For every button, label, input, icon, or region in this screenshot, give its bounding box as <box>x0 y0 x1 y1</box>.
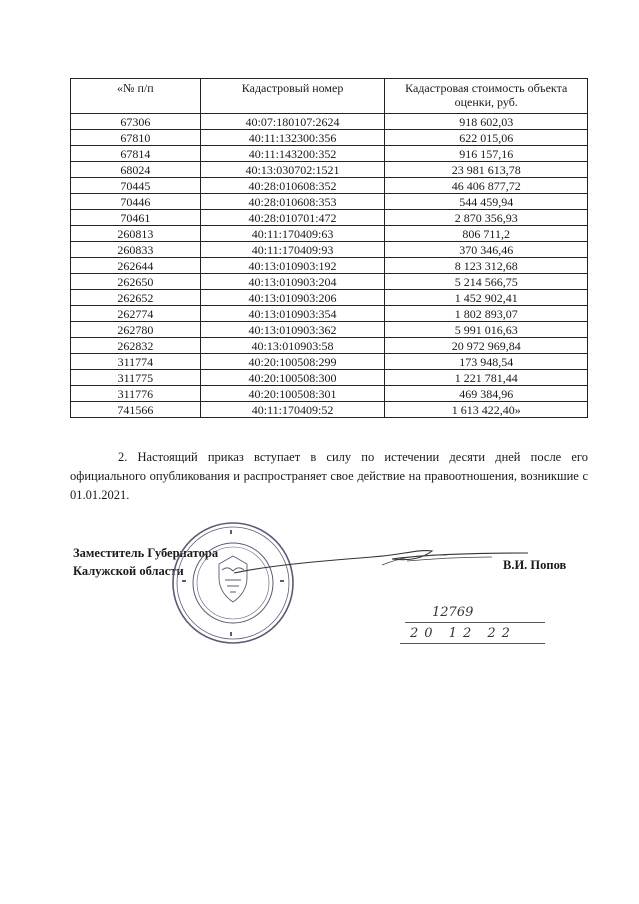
row-number: 67810 <box>71 130 201 146</box>
row-cadastral-number: 40:20:100508:299 <box>200 354 385 370</box>
table-row <box>71 114 588 130</box>
row-number: 262650 <box>71 274 201 290</box>
row-cadastral-number: 40:13:030702:1521 <box>200 162 385 178</box>
table-row <box>71 194 588 210</box>
row-cadastral-value: 1 452 902,41 <box>385 290 588 306</box>
table-row <box>71 226 588 242</box>
row-cadastral-value: 1 613 422,40» <box>385 402 588 418</box>
row-number: 262644 <box>71 258 201 274</box>
row-number: 260813 <box>71 226 201 242</box>
row-number: 260833 <box>71 242 201 258</box>
row-cadastral-number: 40:13:010903:204 <box>200 274 385 290</box>
row-number: 311774 <box>71 354 201 370</box>
cadastral-table <box>70 78 588 418</box>
row-cadastral-value: 23 981 613,78 <box>385 162 588 178</box>
table-row <box>71 210 588 226</box>
row-cadastral-value: 806 711,2 <box>385 226 588 242</box>
row-number: 67306 <box>71 114 201 130</box>
row-cadastral-value: 544 459,94 <box>385 194 588 210</box>
row-cadastral-number: 40:11:170409:63 <box>200 226 385 242</box>
row-cadastral-value: 5 991 016,63 <box>385 322 588 338</box>
row-cadastral-number: 40:28:010608:352 <box>200 178 385 194</box>
table-row <box>71 178 588 194</box>
row-number: 70446 <box>71 194 201 210</box>
row-cadastral-value: 8 123 312,68 <box>385 258 588 274</box>
row-cadastral-number: 40:20:100508:301 <box>200 386 385 402</box>
table-row <box>71 274 588 290</box>
registration-number: 12769 <box>432 605 474 620</box>
row-number: 262832 <box>71 338 201 354</box>
row-number: 311776 <box>71 386 201 402</box>
row-cadastral-value: 1 802 893,07 <box>385 306 588 322</box>
row-number: 311775 <box>71 370 201 386</box>
row-number: 70445 <box>71 178 201 194</box>
table-row <box>71 258 588 274</box>
header-number: «№ п/п <box>71 79 201 114</box>
table-row <box>71 146 588 162</box>
row-cadastral-value: 370 346,46 <box>385 242 588 258</box>
row-number: 67814 <box>71 146 201 162</box>
row-cadastral-number: 40:11:170409:52 <box>200 402 385 418</box>
table-row <box>71 162 588 178</box>
row-cadastral-number: 40:28:010608:353 <box>200 194 385 210</box>
row-cadastral-value: 469 384,96 <box>385 386 588 402</box>
row-number: 68024 <box>71 162 201 178</box>
table-row <box>71 322 588 338</box>
effective-date-paragraph <box>70 448 588 505</box>
registration-date-line <box>400 643 545 644</box>
row-number: 262780 <box>71 322 201 338</box>
row-number: 70461 <box>71 210 201 226</box>
signatory-title-line1: Заместитель Губернатора <box>73 546 219 560</box>
row-cadastral-number: 40:11:170409:93 <box>200 242 385 258</box>
row-cadastral-value: 1 221 781,44 <box>385 370 588 386</box>
row-cadastral-number: 40:11:143200:352 <box>200 146 385 162</box>
handwritten-signature <box>232 535 532 590</box>
row-cadastral-value: 2 870 356,93 <box>385 210 588 226</box>
signatory-name: В.И. Попов <box>503 558 567 572</box>
row-cadastral-number: 40:13:010903:192 <box>200 258 385 274</box>
table-row <box>71 290 588 306</box>
table-row <box>71 338 588 354</box>
row-cadastral-number: 40:07:180107:2624 <box>200 114 385 130</box>
row-cadastral-value: 20 972 969,84 <box>385 338 588 354</box>
row-number: 741566 <box>71 402 201 418</box>
row-cadastral-number: 40:11:132300:356 <box>200 130 385 146</box>
table-row <box>71 386 588 402</box>
row-cadastral-number: 40:13:010903:354 <box>200 306 385 322</box>
row-cadastral-value: 918 602,03 <box>385 114 588 130</box>
row-cadastral-value: 5 214 566,75 <box>385 274 588 290</box>
row-cadastral-number: 40:28:010701:472 <box>200 210 385 226</box>
table-row <box>71 402 588 418</box>
table-row <box>71 306 588 322</box>
header-cadastral-value: Кадастровая стоимость объекта оценки, руб. <box>385 79 588 114</box>
table-row <box>71 370 588 386</box>
row-cadastral-value: 916 157,16 <box>385 146 588 162</box>
row-number: 262774 <box>71 306 201 322</box>
signatory-title-line2: Калужской области <box>73 564 184 578</box>
row-cadastral-number: 40:13:010903:58 <box>200 338 385 354</box>
row-cadastral-number: 40:20:100508:300 <box>200 370 385 386</box>
table-row <box>71 130 588 146</box>
registration-number-line <box>405 622 545 623</box>
registration-date: 20 12 22 <box>410 626 516 641</box>
table-row <box>71 354 588 370</box>
table-row <box>71 242 588 258</box>
row-cadastral-value: 46 406 877,72 <box>385 178 588 194</box>
paragraph-text: 2. Настоящий приказ вступает в силу по истечении десяти дней после его официального опубликования и распространяет свое действие на правоотношения, возникшие с 01.01.2021. <box>70 450 588 502</box>
header-cadastral-number: Кадастровый номер <box>200 79 385 114</box>
table-header-row <box>71 79 588 114</box>
row-number: 262652 <box>71 290 201 306</box>
row-cadastral-number: 40:13:010903:362 <box>200 322 385 338</box>
row-cadastral-number: 40:13:010903:206 <box>200 290 385 306</box>
row-cadastral-value: 622 015,06 <box>385 130 588 146</box>
row-cadastral-value: 173 948,54 <box>385 354 588 370</box>
